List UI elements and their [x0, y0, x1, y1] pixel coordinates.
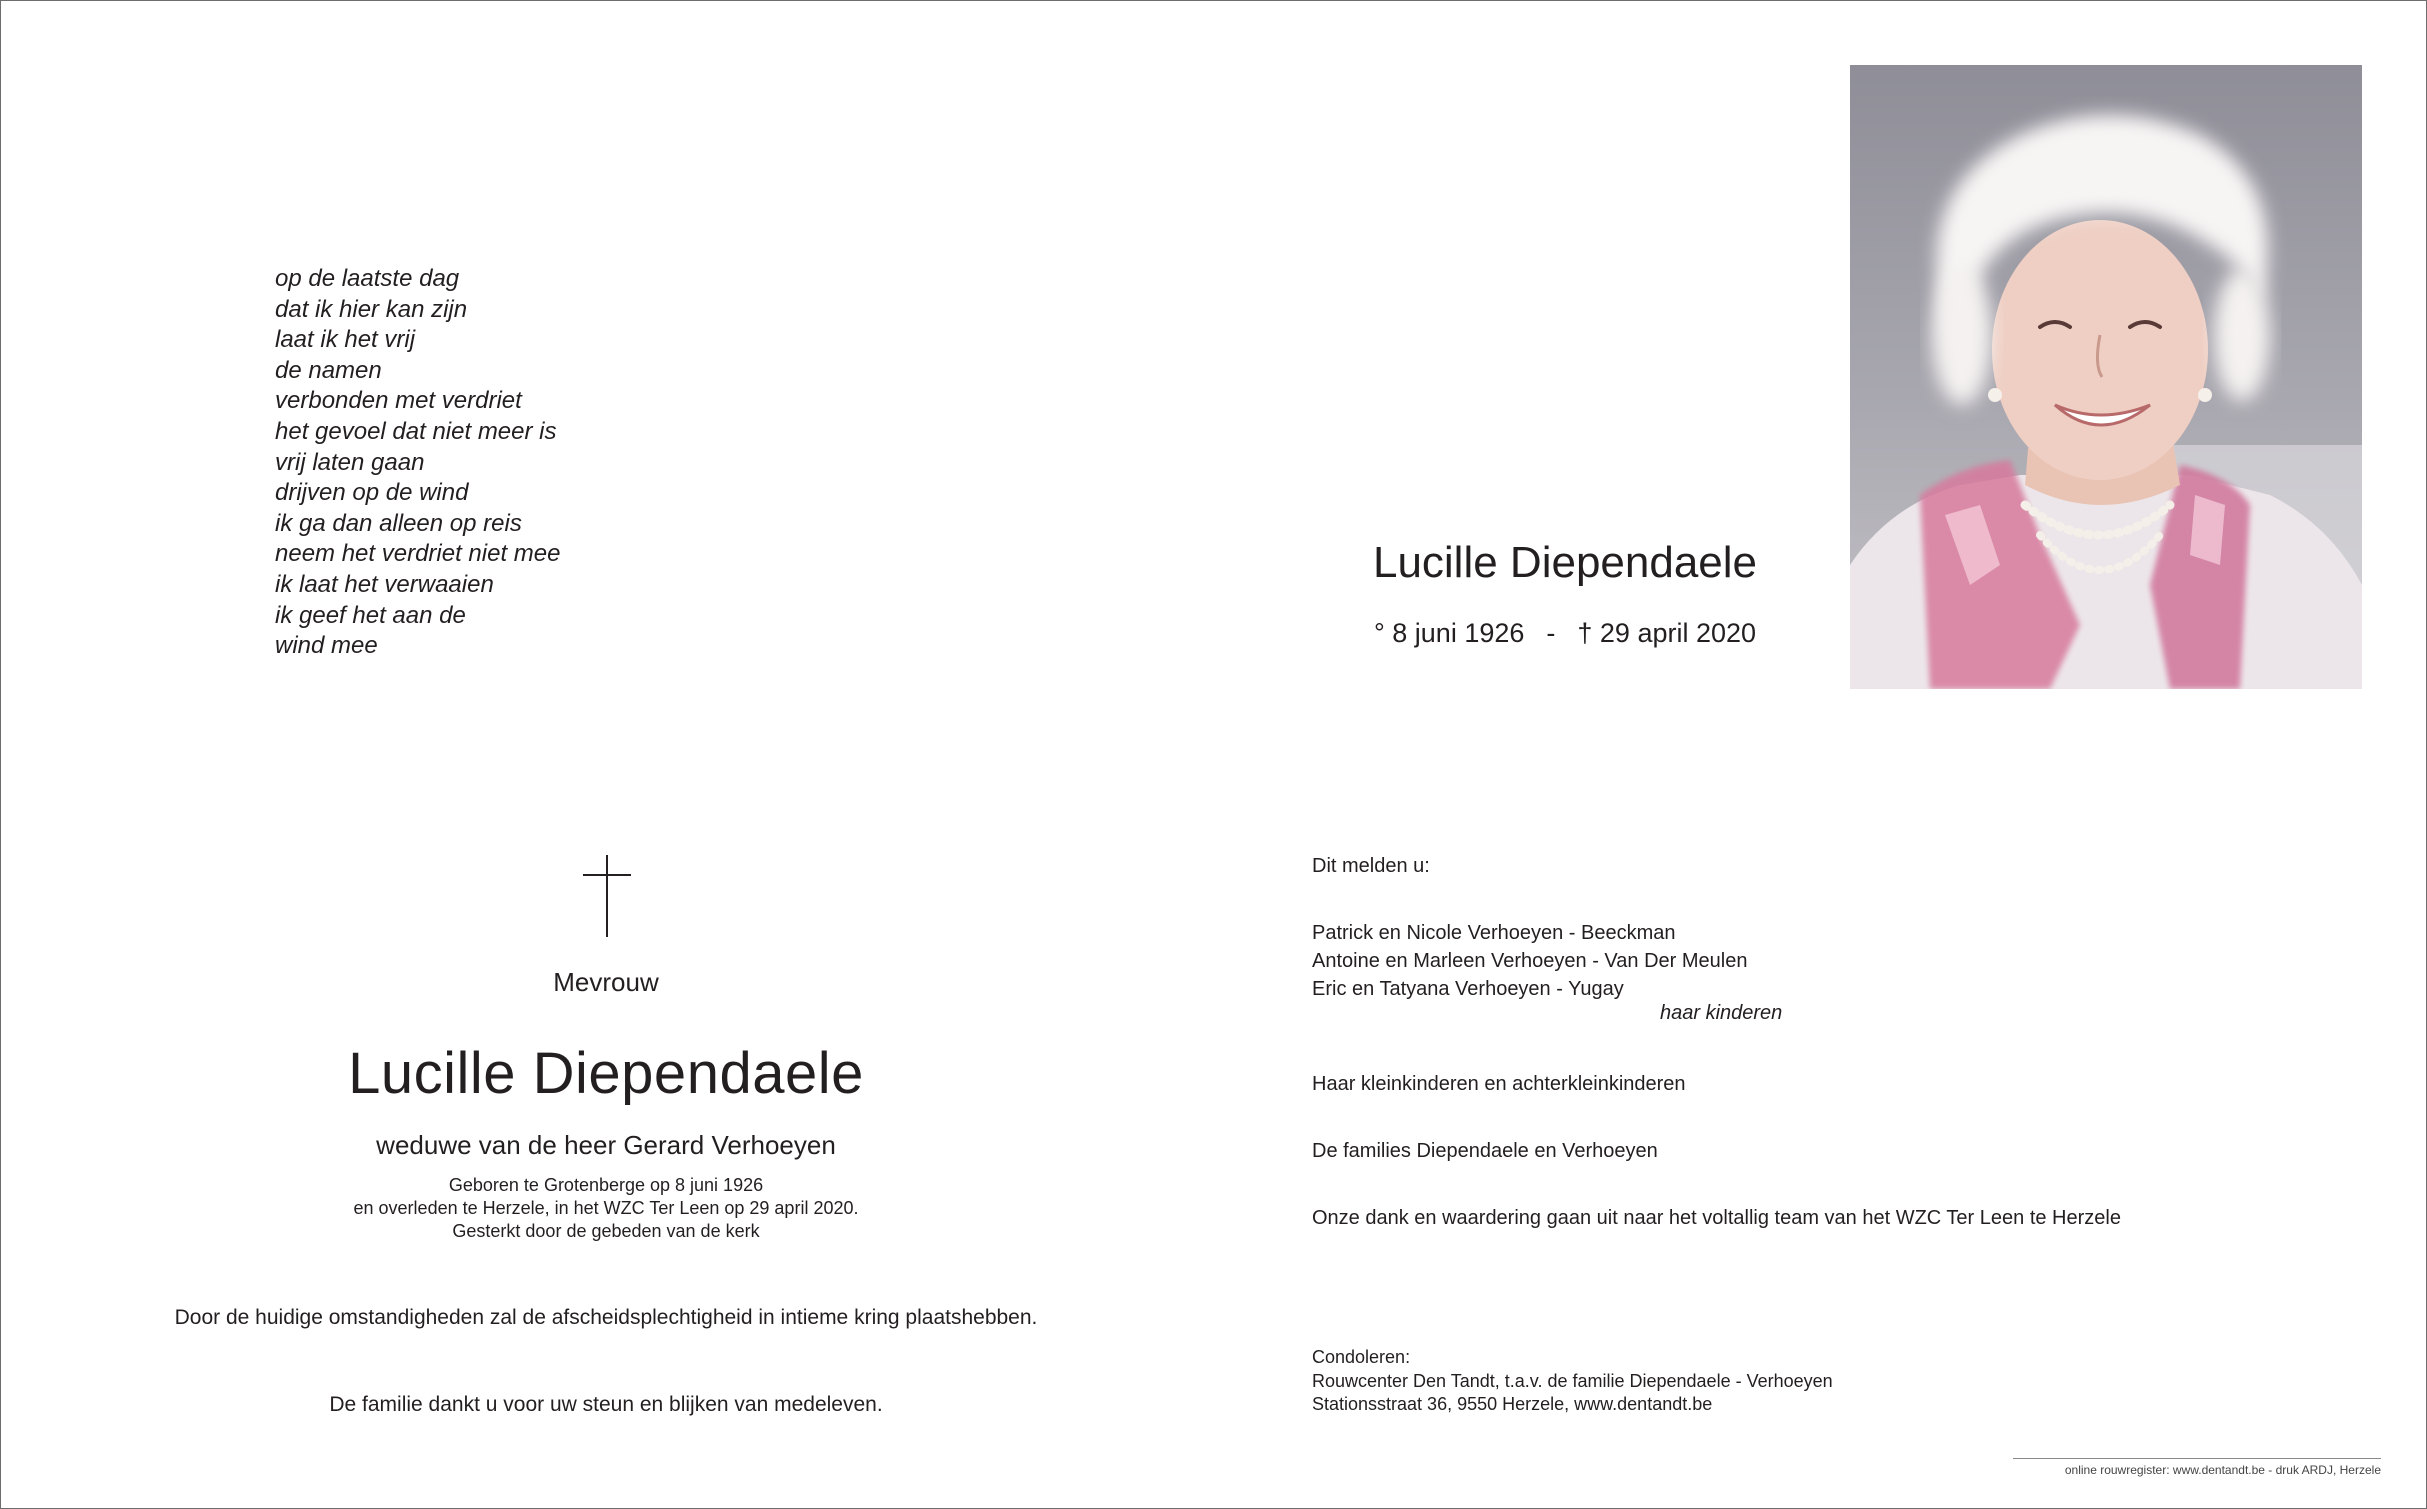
poem-line: wind mee [275, 632, 378, 660]
condolences-line: Stationsstraat 36, 9550 Herzele, www.dentandt.be [1312, 1394, 1713, 1414]
born-line: en overleden te Herzele, in het WZC Ter Leen op 29 april 2020. [353, 1198, 859, 1218]
family-thanks: De familie dankt u voor uw steun en blijken van medeleven. [329, 1393, 883, 1416]
date-separator: - [1546, 618, 1556, 648]
condolences-line: Rouwcenter Den Tandt, t.a.v. de familie Diependaele - Verhoeyen [1312, 1370, 1833, 1391]
condolences-label: Condoleren: [1312, 1347, 1411, 1367]
front-dates [1250, 618, 1880, 649]
born-line: Gesterkt door de gebeden van de kerk [452, 1221, 760, 1241]
children-list [1312, 919, 1747, 1003]
poem-line: neem het verdriet niet mee [275, 540, 561, 568]
child-entry: Antoine en Marleen Verhoeyen - Van Der Meulen [1312, 950, 1748, 972]
cross-icon [583, 855, 631, 937]
families: De families Diependaele en Verhoeyen [1312, 1140, 1658, 1162]
poem-line: verbonden met verdriet [275, 387, 522, 415]
poem-line: laat ik het vrij [275, 326, 416, 354]
children-role: haar kinderen [1660, 1002, 1783, 1024]
footer-divider [2013, 1458, 2381, 1459]
death-date: † 29 april 2020 [1577, 618, 1757, 648]
grandchildren: Haar kleinkinderen en achterkleinkinderen [1312, 1073, 1686, 1095]
gratitude: Onze dank en waardering gaan uit naar het voltallig team van het WZC Ter Leen te Herzele [1312, 1207, 2121, 1229]
poem-line: ik ga dan alleen op reis [275, 509, 522, 537]
poem-line: vrij laten gaan [275, 448, 425, 476]
poem-line: op de laatste dag [275, 265, 460, 292]
poem-line: drijven op de wind [275, 479, 469, 507]
child-entry: Patrick en Nicole Verhoeyen - Beeckman [1312, 922, 1676, 944]
poem-line: dat ik hier kan zijn [275, 295, 468, 323]
ceremony-notice: Door de huidige omstandigheden zal de afscheidsplechtigheid in intieme kring plaatshebben. [174, 1306, 1038, 1329]
poem-line: de namen [275, 356, 382, 384]
child-entry: Eric en Tatyana Verhoeyen - Yugay [1312, 978, 1624, 1000]
birth-death-details [150, 1174, 1062, 1243]
born-line: Geboren te Grotenberge op 8 juni 1926 [448, 1175, 764, 1195]
poem [275, 264, 560, 662]
poem-line: ik geef het aan de [275, 601, 466, 629]
portrait-photo [1850, 65, 2362, 689]
title-mevrouw: Mevrouw [553, 967, 659, 997]
deceased-name: Lucille Diependaele [348, 1041, 864, 1106]
footer-text: online rouwregister: www.dentandt.be - druk ARDJ, Herzele [2064, 1463, 2381, 1477]
poem-line: ik laat het verwaaien [275, 570, 494, 598]
front-name: Lucille Diependaele [1372, 538, 1758, 587]
poem-line: het gevoel dat niet meer is [275, 417, 557, 445]
report-intro: Dit melden u: [1312, 855, 1430, 877]
birth-date: ° 8 juni 1926 [1373, 618, 1525, 648]
condolences [1312, 1346, 1833, 1417]
portrait-illustration [1850, 65, 2362, 689]
widow-of: weduwe van de heer Gerard Verhoeyen [376, 1130, 836, 1160]
